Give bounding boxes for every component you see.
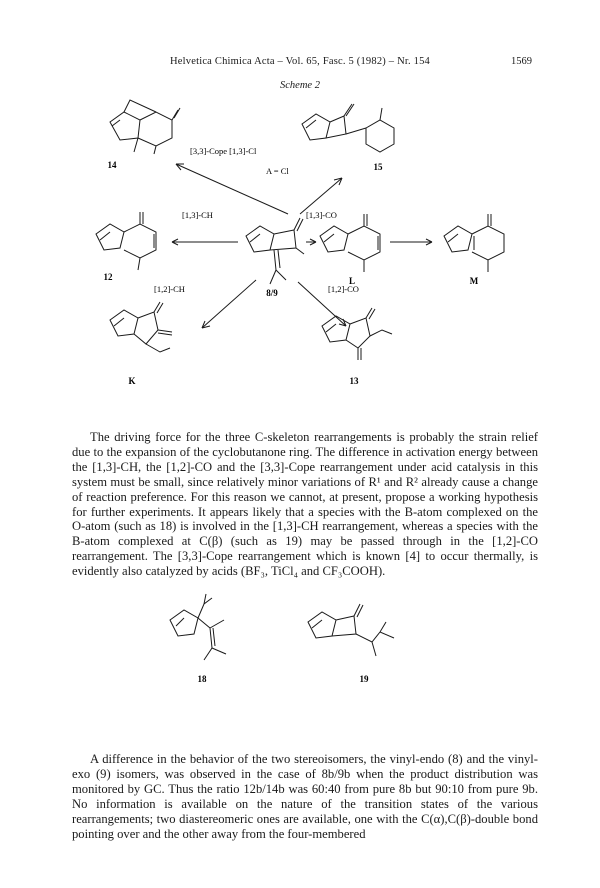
- structure-L: [320, 214, 380, 272]
- structure-19: [308, 604, 394, 656]
- label-19: 19: [359, 674, 369, 684]
- label-15: 15: [373, 162, 383, 172]
- structure-15: [302, 104, 394, 152]
- arrow-label-12co: [1,2]-CO: [328, 284, 359, 294]
- lewis-acid-structures: [150, 586, 450, 686]
- body-paragraph-2: [72, 752, 538, 841]
- label-14: 14: [107, 160, 117, 170]
- scheme-title: Scheme 2: [280, 80, 320, 91]
- structure-12: [96, 212, 156, 270]
- label-12: 12: [103, 272, 113, 282]
- label-8-9: 8/9: [266, 288, 278, 298]
- arrow-label-12ch: [1,2]-CH: [154, 284, 185, 294]
- structure-M: [444, 214, 504, 272]
- structure-8-9: [246, 218, 304, 284]
- arrow-label-cope-cl: [3,3]-Cope [1,3]-Cl: [190, 146, 257, 156]
- journal-citation: Helvetica Chimica Acta – Vol. 65, Fasc. 5 (1982) – Nr. 154: [170, 56, 430, 67]
- reaction-scheme: [90, 94, 530, 414]
- arrow-label-13co: [1,3]-CO: [306, 210, 337, 220]
- arrow-label-13ch: [1,3]-CH: [182, 210, 213, 220]
- arrow-label-a-cl: A = Cl: [266, 166, 289, 176]
- structure-K: [110, 302, 172, 352]
- label-18: 18: [197, 674, 207, 684]
- paragraph-text: The driving force for the three C-skeleton rearrangements is probably the strain relief due to the expansion of the cyclobutanone ring. The difference in activation energy between the [1,3]-CH, the [1,2]-CO and the [3,3]-Cope rearrangement under acid catalysis in this system must be small, since relatively minor variations of R¹ and R² already cause a change of reaction preference. For this reason we cannot, at present, propose a working hypothesis for further experiments. It appears likely that a species with the B-atom complexed on the O-atom (such as 18) is involved in the [1,3]-CH rearrangement, whereas a species with the B-atom complexed at C(β) (such as 19) may be passed through in the [1,2]-CO rearrangement. The [3,3]-Cope rearrangement which is known [4] to occur thermally, is evidently also catalyzed by acids (BF₃, TiCl₄ and CF₃COOH).: [72, 430, 538, 579]
- body-paragraph-1: [72, 430, 538, 579]
- paragraph-text: A difference in the behavior of the two stereoisomers, the vinyl-endo (8) and the vinyl-exo (9) isomers, was observed in the case of 8b/9b when the product distribution was monitored by GC. Thus the ratio 12b/14b was 60:40 from pure 8b but 90:10 from pure 9b. No information is available on the nature of the transition states of the various rearrangements; two diastereomeric ones are available, one with the C(α),C(β)-double bond pointing over and the other away from the four-membered: [72, 752, 538, 841]
- structure-14: [110, 100, 180, 154]
- running-header: [0, 56, 600, 70]
- structure-13: [322, 308, 392, 360]
- label-13: 13: [349, 376, 359, 386]
- label-K: K: [128, 376, 136, 386]
- label-L: L: [348, 276, 356, 286]
- structure-18: [170, 594, 226, 660]
- page-number: 1569: [511, 56, 532, 67]
- label-M: M: [469, 276, 479, 286]
